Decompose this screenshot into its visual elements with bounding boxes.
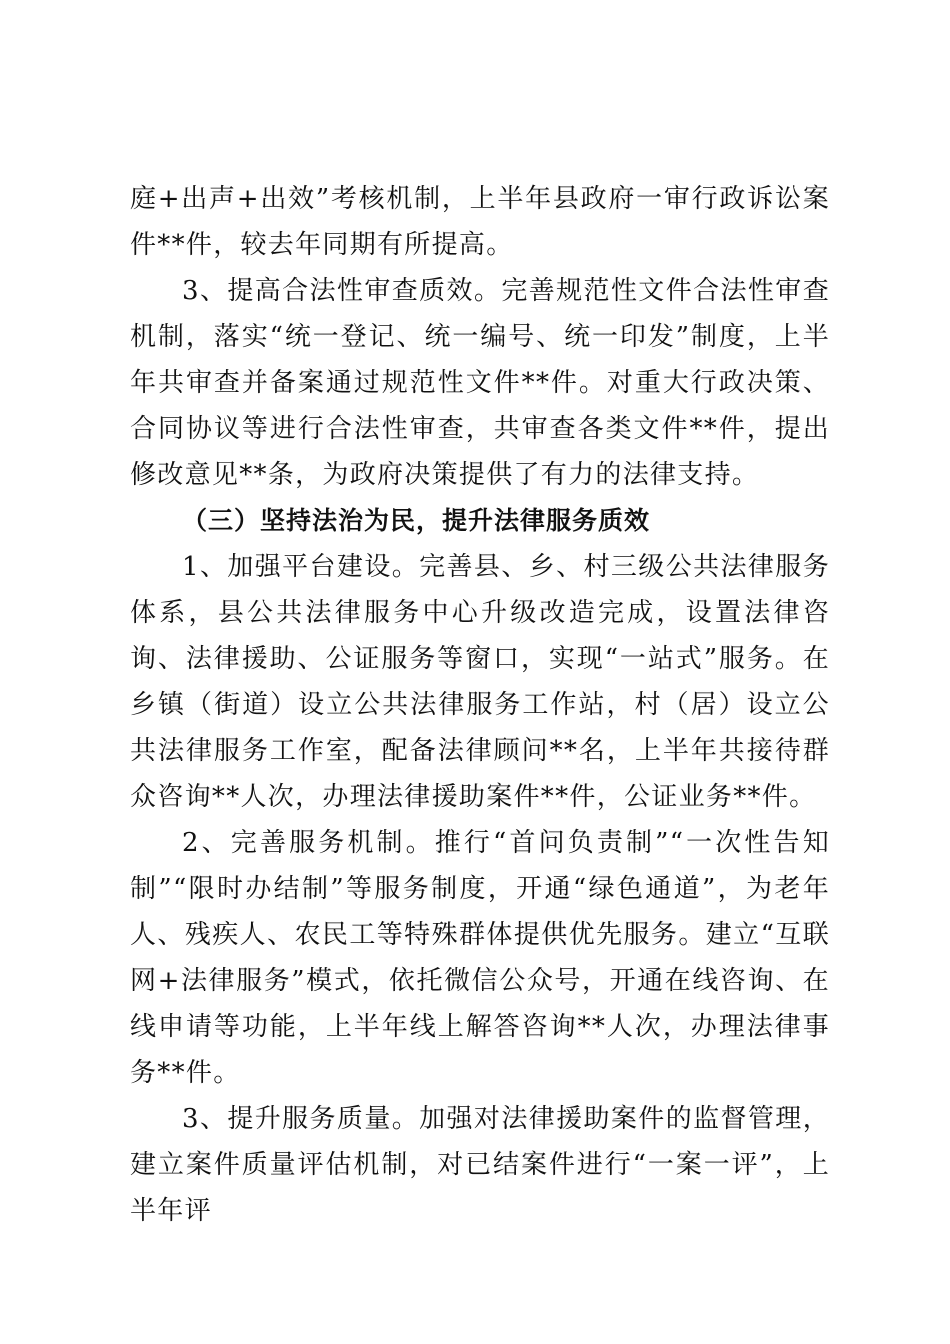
- service-quality-paragraph: 3、提升服务质量。加强对法律援助案件的监督管理，建立案件质量评估机制，对已结案件进行“一案一评”，上半年评: [130, 1104, 830, 1226]
- platform-building-paragraph: 1、加强平台建设。完善县、乡、村三级公共法律服务体系，县公共法律服务中心升级改造完成，设置法律咨询、法律援助、公证服务等窗口，实现“一站式”服务。在乡镇（街道）设立公共法律服务工作站，村（居）设立公共法律服务工作室，配备法律顾问**名，上半年共接待群众咨询**人次，办理法律援助案件**件，公证业务**件。: [130, 552, 830, 812]
- continuation-paragraph: 庭+出声+出效”考核机制，上半年县政府一审行政诉讼案件**件，较去年同期有所提高。: [130, 184, 830, 260]
- section-heading: （三）坚持法治为民，提升法律服务质效: [182, 506, 651, 535]
- legality-review-paragraph: 3、提高合法性审查质效。完善规范性文件合法性审查机制，落实“统一登记、统一编号、统一印发”制度，上半年共审查并备案通过规范性文件**件。对重大行政决策、合同协议等进行合法性审查，共审查各类文件**件，提出修改意见**条，为政府决策提供了有力的法律支持。: [130, 276, 830, 490]
- document-body: [130, 176, 830, 1234]
- service-mechanism-paragraph: 2、完善服务机制。推行“首问负责制”“一次性告知制”“限时办结制”等服务制度，开通“绿色通道”，为老年人、残疾人、农民工等特殊群体提供优先服务。建立“互联网+法律服务”模式，依托微信公众号，开通在线咨询、在线申请等功能，上半年线上解答咨询**人次，办理法律事务**件。: [130, 828, 830, 1088]
